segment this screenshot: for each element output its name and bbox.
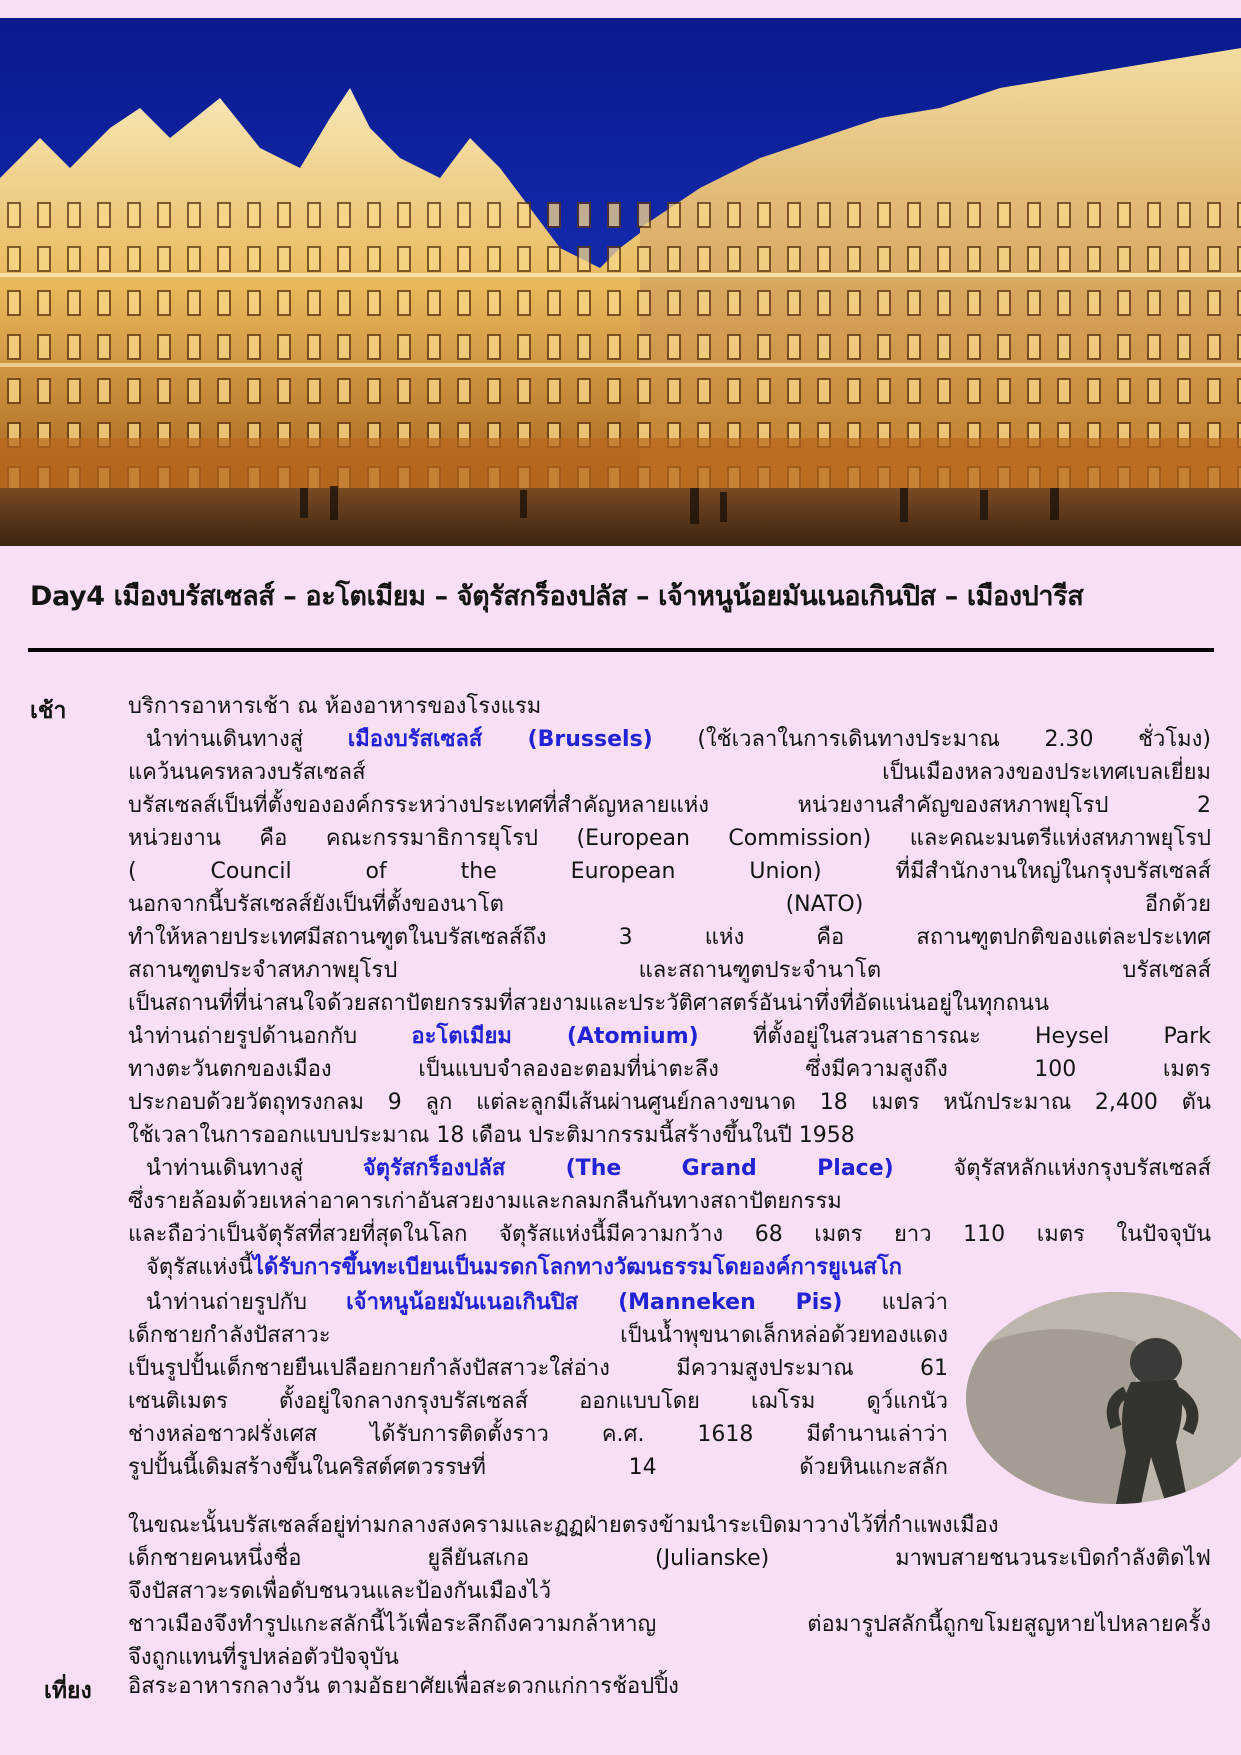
manneken-body	[128, 1286, 948, 1484]
atomium-line-1: นำท่านถ่ายรูปด้านอกกับ อะโตเมียม (Atomium) ที่ตั้งอยู่ในสวนสาธารณะ Heysel Park	[128, 1024, 1212, 1049]
hero-photo-grand-place	[0, 18, 1241, 546]
manneken-line: รูปปั้นนี้เดิมสร้างขึ้นในคริสต์ศตวรรษที่ 14 ด้วยหินแกะสลัก	[128, 1455, 948, 1480]
breakfast-text: บริการอาหารเช้า ณ ห้องอาหารของโรงแรม	[128, 694, 542, 719]
manneken-line: เซนติเมตร ตั้งอยู่ใจกลางกรุงบรัสเซลส์ ออกแบบโดย เฌโรม ดูว์แกนัว	[128, 1389, 948, 1414]
legend-line: ชาวเมืองจึงทำรูปแกะสลักนี้ไว้เพื่อระลึกถึงความกล้าหาญ ต่อมารูปสลักนี้ถูกขโมยสูญหายไปหลายครั้ง	[128, 1612, 1211, 1637]
legend-line: ในขณะนั้นบรัสเซลส์อยู่ท่ามกลางสงครามและฏฏฝ่ายตรงข้ามนำระเบิดมาวางไว้ที่กำแพงเมือง	[128, 1513, 999, 1538]
atomium-line: ทางตะวันตกของเมือง เป็นแบบจำลองอะตอมที่น่าตะลึง ซึ่งมีความสูงถึง 100 เมตร	[128, 1057, 1211, 1082]
atomium-line: ประกอบด้วยวัตถุทรงกลม 9 ลูก แต่ละลูกมีเส้นผ่านศูนย์กลางขนาด 18 เมตร หนักประมาณ 2,400 ตัน	[128, 1090, 1211, 1115]
legend-line: จึงถูกแทนที่รูปหล่อตัวปัจจุบัน	[128, 1645, 399, 1670]
grand-place-highlight: จัตุรัสกร็องปลัส (The Grand Place)	[362, 1156, 894, 1181]
brussels-line: ( Council of the European Union) ที่มีสำนักงานใหญ่ในกรุงบรัสเซลส์	[128, 859, 1211, 884]
brussels-highlight: เมืองบรัสเซลส์ (Brussels)	[347, 727, 653, 752]
brussels-line: เป็นสถานที่ที่น่าสนใจด้วยสถาปัตยกรรมที่สวยงามและประวัติศาสตร์อันน่าทึ่งที่อัดแน่นอยู่ในทุกถนน	[128, 991, 1049, 1016]
grand-place-line: ซึ่งรายล้อมด้วยเหล่าอาคารเก่าอันสวยงามและกลมกลืนกันทางสถาปัตยกรรม	[128, 1189, 842, 1214]
morning-label: เช้า	[30, 698, 67, 724]
atomium-highlight: อะโตเมียม (Atomium)	[411, 1024, 699, 1049]
manneken-line-1: นำท่านถ่ายรูปกับ เจ้าหนูน้อยมันเนอเกินปิส (Manneken Pis) แปลว่า	[146, 1290, 949, 1315]
brussels-line: สถานฑูตประจำสหภาพยุโรป และสถานฑูตประจำนาโต บรัสเซลส์	[128, 958, 1211, 983]
legend-body	[128, 1509, 1211, 1674]
brussels-line: หน่วยงาน คือ คณะกรรมาธิการยุโรป (European Commission) และคณะมนตรีแห่งสหภาพยุโรป	[128, 826, 1211, 851]
manneken-line: เป็นรูปปั้นเด็กชายยืนเปลือยกายกำลังปัสสาวะใส่อ่าง มีความสูงประมาณ 61	[128, 1356, 948, 1381]
lunch-text: อิสระอาหารกลางวัน ตามอัธยาศัยเพื่อสะดวกแก่การช้อปปิ้ง	[128, 1674, 679, 1699]
page-title: Day4 เมืองบรัสเซลส์ – อะโตเมียม – จัตุรัสกร็องปลัส – เจ้าหนูน้อยมันเนอเกินปิส – เมืองปารีส	[30, 581, 1084, 612]
brussels-line: นอกจากนี้บรัสเซลส์ยังเป็นที่ตั้งของนาโต (NATO) อีกด้วย	[128, 892, 1211, 917]
grand-place-line-1: นำท่านเดินทางสู่ จัตุรัสกร็องปลัส (The Grand Place) จัตุรัสหลักแห่งกรุงบรัสเซลส์	[146, 1156, 1212, 1181]
morning-body	[128, 690, 1211, 1284]
manneken-line: เด็กชายกำลังปัสสาวะ เป็นน้ำพุขนาดเล็กหล่อด้วยทองแดง	[128, 1323, 948, 1348]
manneken-pis-photo	[966, 1292, 1241, 1504]
unesco-line: จัตุรัสแห่งนี้ได้รับการขึ้นทะเบียนเป็นมรดกโลกทางวัฒนธรรมโดยองค์การยูเนสโก	[146, 1255, 902, 1280]
legend-line: จึงปัสสาวะรดเพื่อดับชนวนและป้องกันเมืองไว้	[128, 1579, 552, 1604]
manneken-highlight: เจ้าหนูน้อยมันเนอเกินปิส (Manneken Pis)	[346, 1290, 843, 1315]
brussels-line: แคว้นนครหลวงบรัสเซลส์ เป็นเมืองหลวงของประเทศเบลเยี่ยม	[128, 760, 1211, 785]
brussels-line: บรัสเซลส์เป็นที่ตั้งขององค์กรระหว่างประเทศที่สำคัญหลายแห่ง หน่วยงานสำคัญของสหภาพยุโรป 2	[128, 793, 1211, 818]
brussels-line: ทำให้หลายประเทศมีสถานฑูตในบรัสเซลส์ถึง 3 แห่ง คือ สถานฑูตปกติของแต่ละประเทศ	[128, 925, 1211, 950]
brussels-line-1: นำท่านเดินทางสู่ เมืองบรัสเซลส์ (Brussels) (ใช้เวลาในการเดินทางประมาณ 2.30 ชั่วโมง)	[146, 727, 1212, 752]
legend-line: เด็กชายคนหนึ่งชื่อ ยูลียันสเกอ (Julianske) มาพบสายชนวนระเบิดกำลังติดไฟ	[128, 1546, 1211, 1571]
grand-place-line: และถือว่าเป็นจัตุรัสที่สวยที่สุดในโลก จัตุรัสแห่งนี้มีความกว้าง 68 เมตร ยาว 110 เมตร ในปัจจุบัน	[128, 1222, 1211, 1247]
lunch-body	[128, 1670, 1211, 1703]
atomium-line: ใช้เวลาในการออกแบบประมาณ 18 เดือน ประติมากรรมนี้สร้างขึ้นในปี 1958	[128, 1123, 855, 1148]
title-divider	[28, 648, 1214, 652]
lunch-label: เที่ยง	[44, 1678, 92, 1704]
unesco-highlight: ได้รับการขึ้นทะเบียนเป็นมรดกโลกทางวัฒนธรรมโดยองค์การยูเนสโก	[252, 1255, 902, 1280]
manneken-line: ช่างหล่อชาวฝรั่งเศส ได้รับการติดตั้งราว ค.ศ. 1618 มีตำนานเล่าว่า	[128, 1422, 948, 1447]
